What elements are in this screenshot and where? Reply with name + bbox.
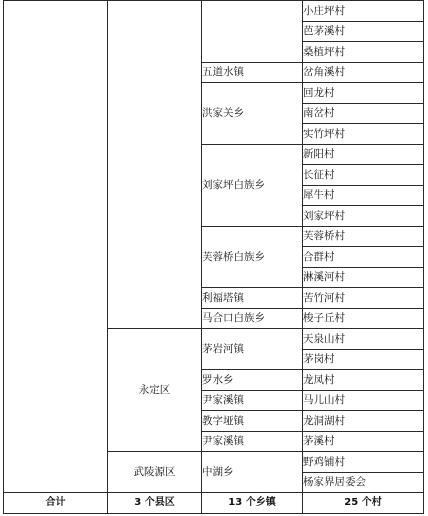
village-cell: 桑植坪村 <box>303 42 424 63</box>
village-cell: 龙凤村 <box>303 370 424 391</box>
village-cell: 野鸡铺村 <box>303 452 424 473</box>
village-cell: 新阳村 <box>303 144 424 165</box>
village-cell: 杨家界居委会 <box>303 472 424 493</box>
town-cell: 五道水镇 <box>202 62 303 83</box>
village-cell: 茅岗村 <box>303 349 424 370</box>
village-cell: 芙蓉桥村 <box>303 226 424 247</box>
town-cell: 教字垭镇 <box>202 411 303 432</box>
town-cell: 尹家溪镇 <box>202 390 303 411</box>
town-cell: 罗水乡 <box>202 370 303 391</box>
table-row <box>4 1 424 22</box>
town-cell: 芙蓉桥白族乡 <box>202 226 303 288</box>
district-cell: 永定区 <box>108 329 202 452</box>
total-label-column-top <box>4 1 108 493</box>
village-cell: 淋溪河村 <box>303 267 424 288</box>
town-cell: 茅岩河镇 <box>202 329 303 370</box>
village-cell: 苦竹河村 <box>303 288 424 309</box>
district-cell-continued <box>108 1 202 329</box>
total-villages: 25 个村 <box>303 493 424 514</box>
village-cell: 芭茅溪村 <box>303 21 424 42</box>
town-cell: 马合口白族乡 <box>202 308 303 329</box>
village-cell: 南岔村 <box>303 103 424 124</box>
village-cell: 茅溪村 <box>303 431 424 452</box>
district-cell: 武陵源区 <box>108 452 202 493</box>
town-cell: 尹家溪镇 <box>202 431 303 452</box>
village-cell: 天泉山村 <box>303 329 424 350</box>
total-label: 合计 <box>4 493 108 514</box>
village-cell: 犀牛村 <box>303 185 424 206</box>
village-cell: 小庄坪村 <box>303 1 424 22</box>
town-cell: 刘家坪白族乡 <box>202 144 303 226</box>
village-cell: 实竹坪村 <box>303 124 424 145</box>
town-cell: 中湖乡 <box>202 452 303 493</box>
village-cell: 合群村 <box>303 247 424 268</box>
town-cell: 洪家关乡 <box>202 83 303 145</box>
town-cell: 利福塔镇 <box>202 288 303 309</box>
village-cell: 马儿山村 <box>303 390 424 411</box>
total-row <box>4 493 424 514</box>
village-cell: 刘家坪村 <box>303 206 424 227</box>
total-towns: 13 个乡镇 <box>202 493 303 514</box>
village-cell: 梭子丘村 <box>303 308 424 329</box>
total-districts: 3 个县区 <box>108 493 202 514</box>
village-distribution-table <box>3 0 424 514</box>
town-cell-continued <box>202 1 303 63</box>
village-cell: 长征村 <box>303 165 424 186</box>
village-cell: 回龙村 <box>303 83 424 104</box>
village-cell: 龙洞湖村 <box>303 411 424 432</box>
village-cell: 岔角溪村 <box>303 62 424 83</box>
